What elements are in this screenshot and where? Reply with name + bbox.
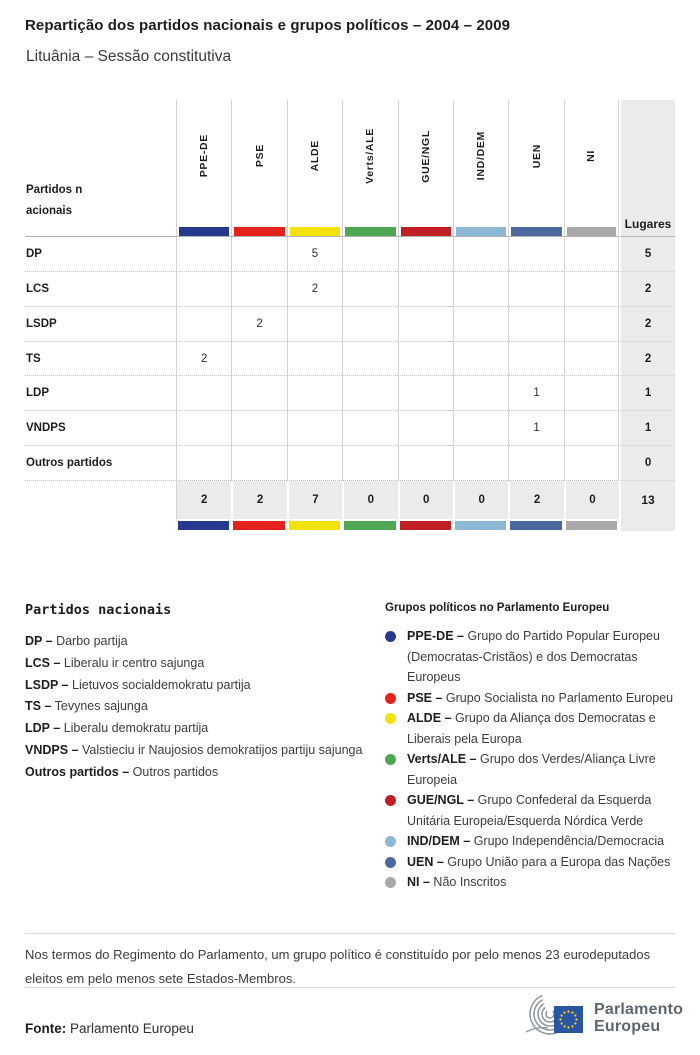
column-header-label: IND/DEM	[475, 131, 488, 181]
group-color-bar	[178, 521, 229, 530]
seat-cell	[342, 376, 397, 411]
group-color-bar	[401, 227, 451, 236]
seat-cell	[398, 237, 453, 272]
group-legend-item: IND/DEM – Grupo Independência/Democracia	[385, 831, 678, 852]
group-legend-item: Verts/ALE – Grupo dos Verdes/Aliança Livre Europeia	[385, 749, 678, 790]
seat-cell	[453, 272, 508, 307]
group-legend-item: PPE-DE – Grupo do Partido Popular Europeu (Democratas-Cristãos) e dos Democratas Europeus	[385, 626, 678, 688]
seat-cell	[453, 307, 508, 342]
party-legend-item: LCS – Liberalu ir centro sajunga	[25, 655, 205, 670]
seat-cell	[564, 376, 619, 411]
group-color-dot	[385, 857, 396, 868]
seat-cell	[287, 446, 342, 481]
seat-cell	[453, 376, 508, 411]
party-row-label: TS	[25, 342, 176, 377]
divider	[25, 933, 675, 934]
group-color-bar	[344, 521, 395, 530]
seat-cell	[176, 237, 231, 272]
group-total-cell: 2	[176, 481, 231, 519]
group-color-dot	[385, 754, 396, 765]
column-header-label: PSE	[253, 144, 266, 168]
group-total-cell: 2	[231, 481, 286, 519]
european-parliament-logo	[520, 992, 692, 1046]
parties-legend-heading: Partidos nacionais	[25, 602, 172, 618]
seat-cell	[287, 342, 342, 377]
group-color-bar	[566, 521, 617, 530]
seat-cell	[398, 307, 453, 342]
group-color-dot	[385, 795, 396, 806]
total-seats-cell: 1	[619, 376, 675, 411]
seat-cell	[453, 342, 508, 377]
group-color-bar	[510, 521, 561, 530]
party-row-label: LDP	[25, 376, 176, 411]
seat-cell	[508, 237, 563, 272]
seat-cell	[564, 446, 619, 481]
total-seats-cell: 5	[619, 237, 675, 272]
seat-cell	[342, 411, 397, 446]
column-header-verts-ale	[342, 100, 397, 237]
seat-cell	[564, 411, 619, 446]
eu-flag-icon	[554, 1006, 583, 1033]
seat-cell	[342, 237, 397, 272]
seat-cell: 5	[287, 237, 342, 272]
bar-row-spacer	[25, 519, 176, 531]
party-legend-item: LDP – Liberalu demokratu partija	[25, 721, 209, 736]
group-color-bar	[455, 521, 506, 530]
group-legend-item: ALDE – Grupo da Aliança dos Democratas e Liberais pela Europa	[385, 708, 678, 749]
seat-cell	[398, 446, 453, 481]
column-header-uen	[508, 100, 563, 237]
group-color-bar	[234, 227, 284, 236]
seat-cell	[508, 272, 563, 307]
seat-cell	[176, 376, 231, 411]
column-header-ni	[564, 100, 619, 237]
column-header-label: GUE/NGL	[419, 129, 432, 183]
seat-cell	[508, 446, 563, 481]
seat-cell	[398, 272, 453, 307]
total-seats-cell: 2	[619, 307, 675, 342]
seat-cell	[564, 272, 619, 307]
party-row-label: LSDP	[25, 307, 176, 342]
group-total-cell: 2	[508, 481, 563, 519]
seat-cell	[176, 411, 231, 446]
column-header-label: Verts/ALE	[364, 128, 377, 184]
group-color-dot	[385, 713, 396, 724]
seat-cell: 2	[176, 342, 231, 377]
total-seats-cell: 2	[619, 272, 675, 307]
seat-cell	[508, 342, 563, 377]
group-total-cell: 0	[398, 481, 453, 519]
group-legend-item: UEN – Grupo União para a Europa das Nações	[385, 852, 678, 873]
seat-cell	[176, 307, 231, 342]
seat-cell	[287, 411, 342, 446]
grand-total-cell: 13	[619, 481, 675, 519]
party-legend-item: VNDPS – Valstieciu ir Naujosios demokratijos partiju sajunga	[25, 742, 363, 757]
column-header-alde	[287, 100, 342, 237]
group-total-cell: 0	[453, 481, 508, 519]
corner-header-cell	[25, 100, 176, 237]
column-header-label: NI	[585, 150, 598, 162]
seat-cell	[342, 446, 397, 481]
seat-cell: 1	[508, 376, 563, 411]
seat-cell	[231, 237, 286, 272]
total-seats-cell: 0	[619, 446, 675, 481]
group-color-dot	[385, 836, 396, 847]
political-groups-legend	[385, 602, 678, 893]
group-color-bar	[511, 227, 561, 236]
footnote: Nos termos do Regimento do Parlamento, um grupo político é constituído por pelo menos 23 eurodeputados eleitos em pelo menos sete Estados-Membros.	[25, 947, 651, 986]
group-color-bar	[233, 521, 284, 530]
seat-cell	[398, 376, 453, 411]
column-header-gue-ngl	[398, 100, 453, 237]
total-seats-cell: 2	[619, 342, 675, 377]
group-legend-item: PSE – Grupo Socialista no Parlamento Europeu	[385, 688, 678, 709]
group-total-cell: 0	[564, 481, 619, 519]
column-header-pse	[231, 100, 286, 237]
seat-cell	[231, 411, 286, 446]
source-line	[25, 1021, 194, 1036]
seat-cell	[564, 307, 619, 342]
group-color-bar	[400, 521, 451, 530]
group-color-dot	[385, 631, 396, 642]
groups-legend-heading: Grupos políticos no Parlamento Europeu	[385, 602, 610, 614]
group-color-dot	[385, 693, 396, 704]
party-legend-item: LSDP – Lietuvos socialdemokratu partija	[25, 677, 251, 692]
page-title: Repartição dos partidos nacionais e grupos políticos – 2004 – 2009	[25, 17, 511, 34]
seat-cell	[231, 446, 286, 481]
group-total-cell: 7	[287, 481, 342, 519]
seat-cell	[453, 237, 508, 272]
seat-cell	[231, 272, 286, 307]
column-header-ind-dem	[453, 100, 508, 237]
seat-cell	[231, 376, 286, 411]
party-row-label: DP	[25, 237, 176, 272]
corner-header-label: Partidos nacionais	[26, 184, 83, 217]
party-row-label: VNDPS	[25, 411, 176, 446]
totals-row-spacer	[25, 481, 176, 519]
group-legend-item: NI – Não Inscritos	[385, 872, 678, 893]
source-value: Parlamento Europeu	[70, 1021, 194, 1036]
seats-column-tail	[619, 519, 675, 531]
group-legend-item: GUE/NGL – Grupo Confederal da Esquerda Unitária Europeia/Esquerda Nórdica Verde	[385, 790, 678, 831]
seat-cell	[342, 272, 397, 307]
seat-cell	[176, 446, 231, 481]
seat-cell	[398, 411, 453, 446]
seat-cell	[342, 342, 397, 377]
seat-cell	[453, 411, 508, 446]
seat-cell	[453, 446, 508, 481]
group-total-cell: 0	[342, 481, 397, 519]
national-parties-legend	[25, 602, 370, 784]
logo-wordmark: Parlamento Europeu	[594, 1001, 684, 1035]
group-color-bar	[179, 227, 229, 236]
group-color-dot	[385, 877, 396, 888]
party-row-label: LCS	[25, 272, 176, 307]
source-label: Fonte:	[25, 1021, 67, 1036]
page-subtitle: Lituânia – Sessão constitutiva	[26, 48, 232, 65]
party-row-label: Outros partidos	[25, 446, 176, 481]
seat-cell	[398, 342, 453, 377]
seat-cell	[176, 272, 231, 307]
seats-table	[25, 100, 675, 531]
seat-cell	[564, 237, 619, 272]
group-color-bar	[456, 227, 506, 236]
seat-cell: 2	[287, 272, 342, 307]
group-color-bar	[289, 521, 340, 530]
column-header-label: PPE-DE	[198, 134, 211, 178]
seat-cell	[287, 307, 342, 342]
group-color-bar	[345, 227, 395, 236]
group-color-bar	[290, 227, 340, 236]
seats-column-header: Lugares	[619, 100, 675, 237]
seat-cell	[342, 307, 397, 342]
total-seats-cell: 1	[619, 411, 675, 446]
divider	[25, 987, 675, 988]
seat-cell	[508, 307, 563, 342]
column-header-ppe-de	[176, 100, 231, 237]
seat-cell	[564, 342, 619, 377]
seat-cell: 2	[231, 307, 286, 342]
seat-cell: 1	[508, 411, 563, 446]
group-color-bar	[567, 227, 616, 236]
seat-cell	[231, 342, 286, 377]
seat-cell	[287, 376, 342, 411]
party-legend-item: Outros partidos – Outros partidos	[25, 764, 219, 779]
party-legend-item: TS – Tevynes sajunga	[25, 699, 148, 714]
party-legend-item: DP – Darbo partija	[25, 634, 128, 648]
column-header-label: UEN	[530, 143, 543, 169]
column-header-label: ALDE	[308, 140, 321, 172]
